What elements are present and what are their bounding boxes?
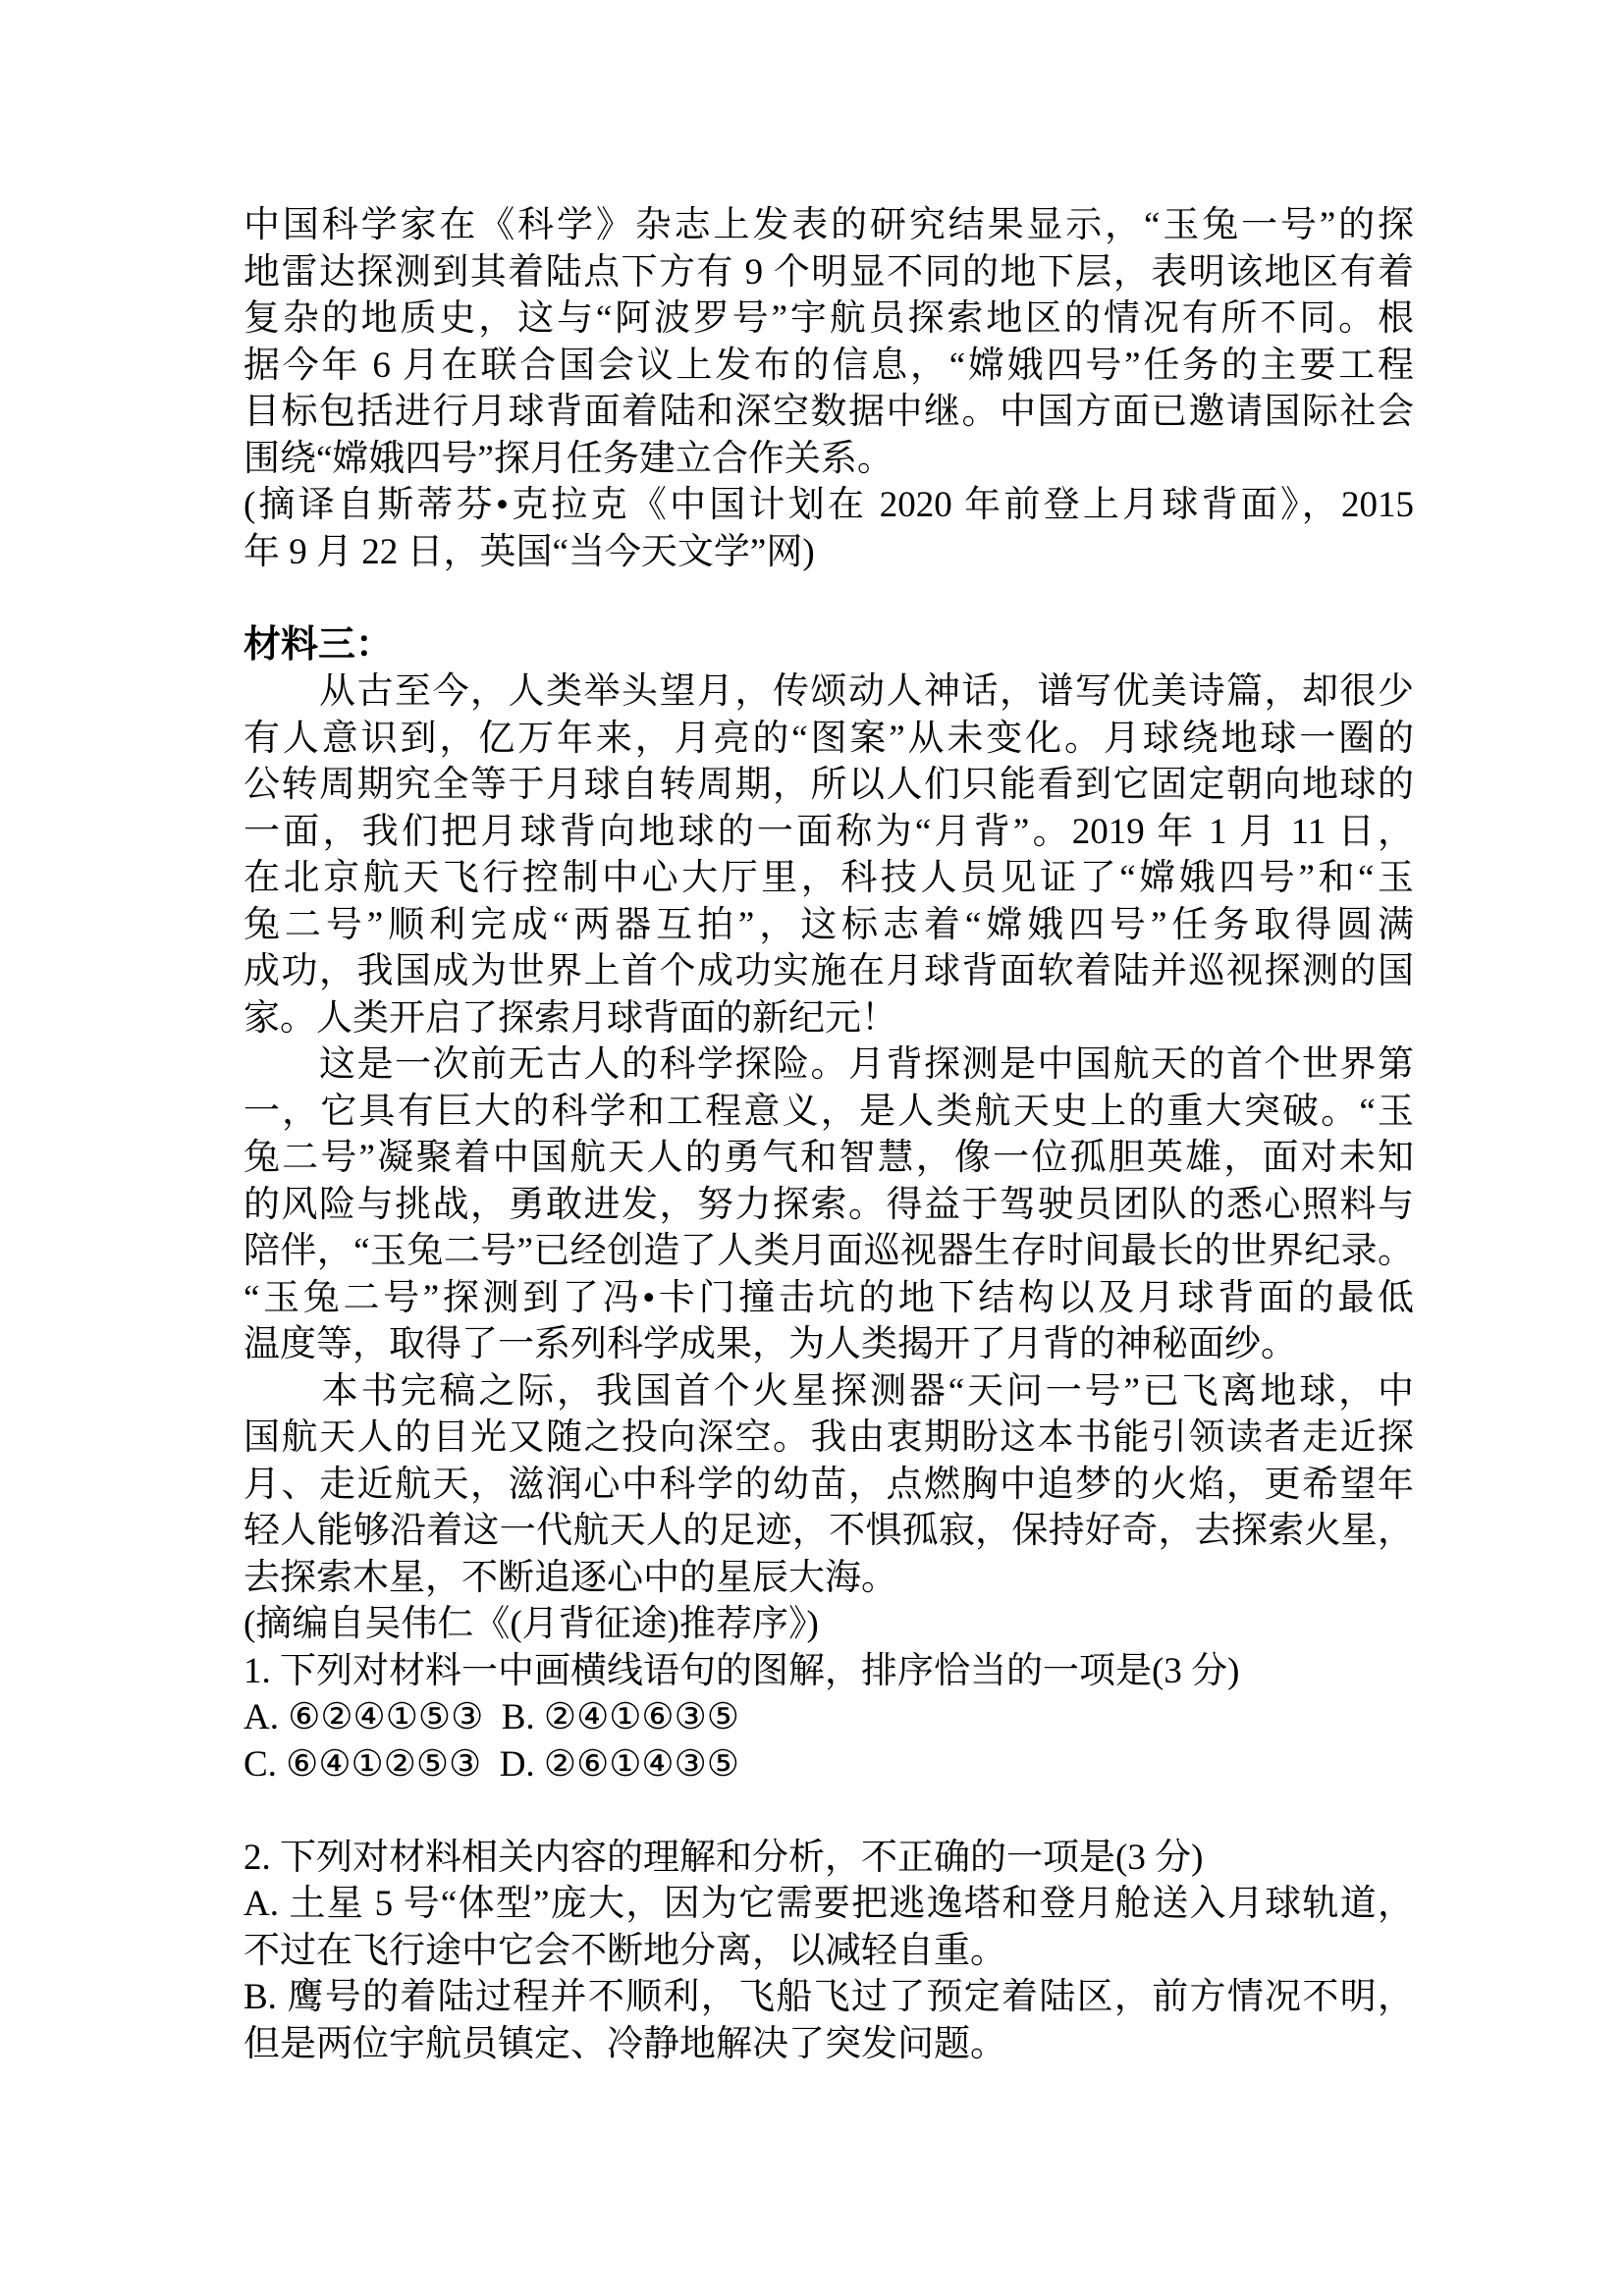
- body-line: 一面，我们把月球背向地球的一面称为“月背”。2019 年 1 月 11 日，: [244, 811, 1414, 852]
- body-line: 地雷达探测到其着陆点下方有 9 个明显不同的地下层，表明该地区有着: [244, 251, 1414, 293]
- body-line: 一，它具有巨大的科学和工程意义，是人类航天史上的重大突破。“玉: [244, 1091, 1414, 1132]
- question-1-options-cd: C. ⑥④①②⑤③ D. ②⑥①④③⑤: [244, 1743, 739, 1785]
- body-line: 月、走近航天，滋润心中科学的幼苗，点燃胸中追梦的火焰，更希望年: [244, 1464, 1414, 1505]
- body-line: 陪伴，“玉兔二号”已经创造了人类月面巡视器生存时间最长的世界纪录。: [244, 1231, 1414, 1271]
- body-line: 中国科学家在《科学》杂志上发表的研究结果显示，“玉兔一号”的探: [244, 205, 1414, 245]
- body-line: 围绕“嫦娥四号”探月任务建立合作关系。: [244, 438, 893, 479]
- body-line: “玉兔二号”探测到了冯•卡门撞击坑的地下结构以及月球背面的最低: [244, 1277, 1414, 1318]
- question-2-option-b: 但是两位宇航员镇定、冷静地解决了突发问题。: [244, 2023, 1006, 2064]
- citation-line: (摘编自吴伟仁《(月背征途)推荐序》): [244, 1604, 819, 1644]
- citation-line: (摘译自斯蒂芬•克拉克《中国计划在 2020 年前登上月球背面》，2015: [244, 485, 1414, 525]
- body-line: 温度等，取得了一系列科学成果，为人类揭开了月背的神秘面纱。: [244, 1324, 1297, 1364]
- body-line: 成功，我国成为世界上首个成功实施在月球背面软着陆并巡视探测的国: [244, 951, 1414, 991]
- body-line: 去探索木星，不断追逐心中的星辰大海。: [244, 1557, 897, 1598]
- question-2-option-b: B. 鹰号的着陆过程并不顺利，飞船飞过了预定着陆区，前方情况不明，: [244, 1977, 1414, 2017]
- body-line: 国航天人的目光又随之投向深空。我由衷期盼这本书能引领读者走近探: [244, 1417, 1414, 1458]
- spacer: [244, 575, 1414, 622]
- body-line: 据今年 6 月在联合国会议上发布的信息，“嫦娥四号”任务的主要工程: [244, 345, 1414, 386]
- question-1-options-ab: A. ⑥②④①⑤③ B. ②④①⑥③⑤: [244, 1697, 739, 1737]
- question-2-option-a: A. 土星 5 号“体型”庞大，因为它需要把逃逸塔和登月舱送入月球轨道，: [244, 1884, 1414, 1924]
- body-line: 复杂的地质史，这与“阿波罗号”宇航员探索地区的情况有所不同。根: [244, 298, 1414, 339]
- spacer: [244, 1788, 1414, 1835]
- body-line: 在北京航天飞行控制中心大厅里，科技人员见证了“嫦娥四号”和“玉: [244, 858, 1414, 898]
- body-line: 有人意识到，亿万年来，月亮的“图案”从未变化。月球绕地球一圈的: [244, 718, 1414, 759]
- body-line: 公转周期究全等于月球自转周期，所以人们只能看到它固定朝向地球的: [244, 765, 1414, 805]
- body-line: 的风险与挑战，勇敢进发，努力探索。得益于驾驶员团队的悉心照料与: [244, 1184, 1414, 1225]
- question-2-option-a: 不过在飞行途中它会不断地分离，以减轻自重。: [244, 1930, 1006, 1971]
- question-2-stem: 2. 下列对材料相关内容的理解和分析，不正确的一项是(3 分): [244, 1837, 1204, 1878]
- document-page: [244, 202, 1414, 2067]
- body-line: 本书完稿之际，我国首个火星探测器“天问一号”已飞离地球，中: [244, 1370, 1414, 1412]
- body-line: 目标包括进行月球背面着陆和深空数据中继。中国方面已邀请国际社会: [244, 392, 1414, 432]
- material-three-heading: 材料三：: [244, 623, 394, 666]
- body-line: 兔二号”顺利完成“两器互拍”，这标志着“嫦娥四号”任务取得圆满: [244, 904, 1414, 945]
- body-line: 家。人类开启了探索月球背面的新纪元！: [244, 997, 897, 1039]
- body-line: 兔二号”凝聚着中国航天人的勇气和智慧，像一位孤胆英雄，面对未知: [244, 1138, 1414, 1178]
- citation-line: 年 9 月 22 日，英国“当今天文学”网): [244, 531, 815, 572]
- body-line: 轻人能够沿着这一代航天人的足迹，不惧孤寂，保持好奇，去探索火星，: [244, 1511, 1414, 1551]
- body-line: 从古至今，人类举头望月，传颂动人神话，谱写优美诗篇，却很少: [244, 671, 1414, 712]
- question-1-stem: 1. 下列对材料一中画横线语句的图解，排序恰当的一项是(3 分): [244, 1650, 1240, 1691]
- body-line: 这是一次前无古人的科学探险。月背探测是中国航天的首个世界第: [244, 1044, 1414, 1085]
